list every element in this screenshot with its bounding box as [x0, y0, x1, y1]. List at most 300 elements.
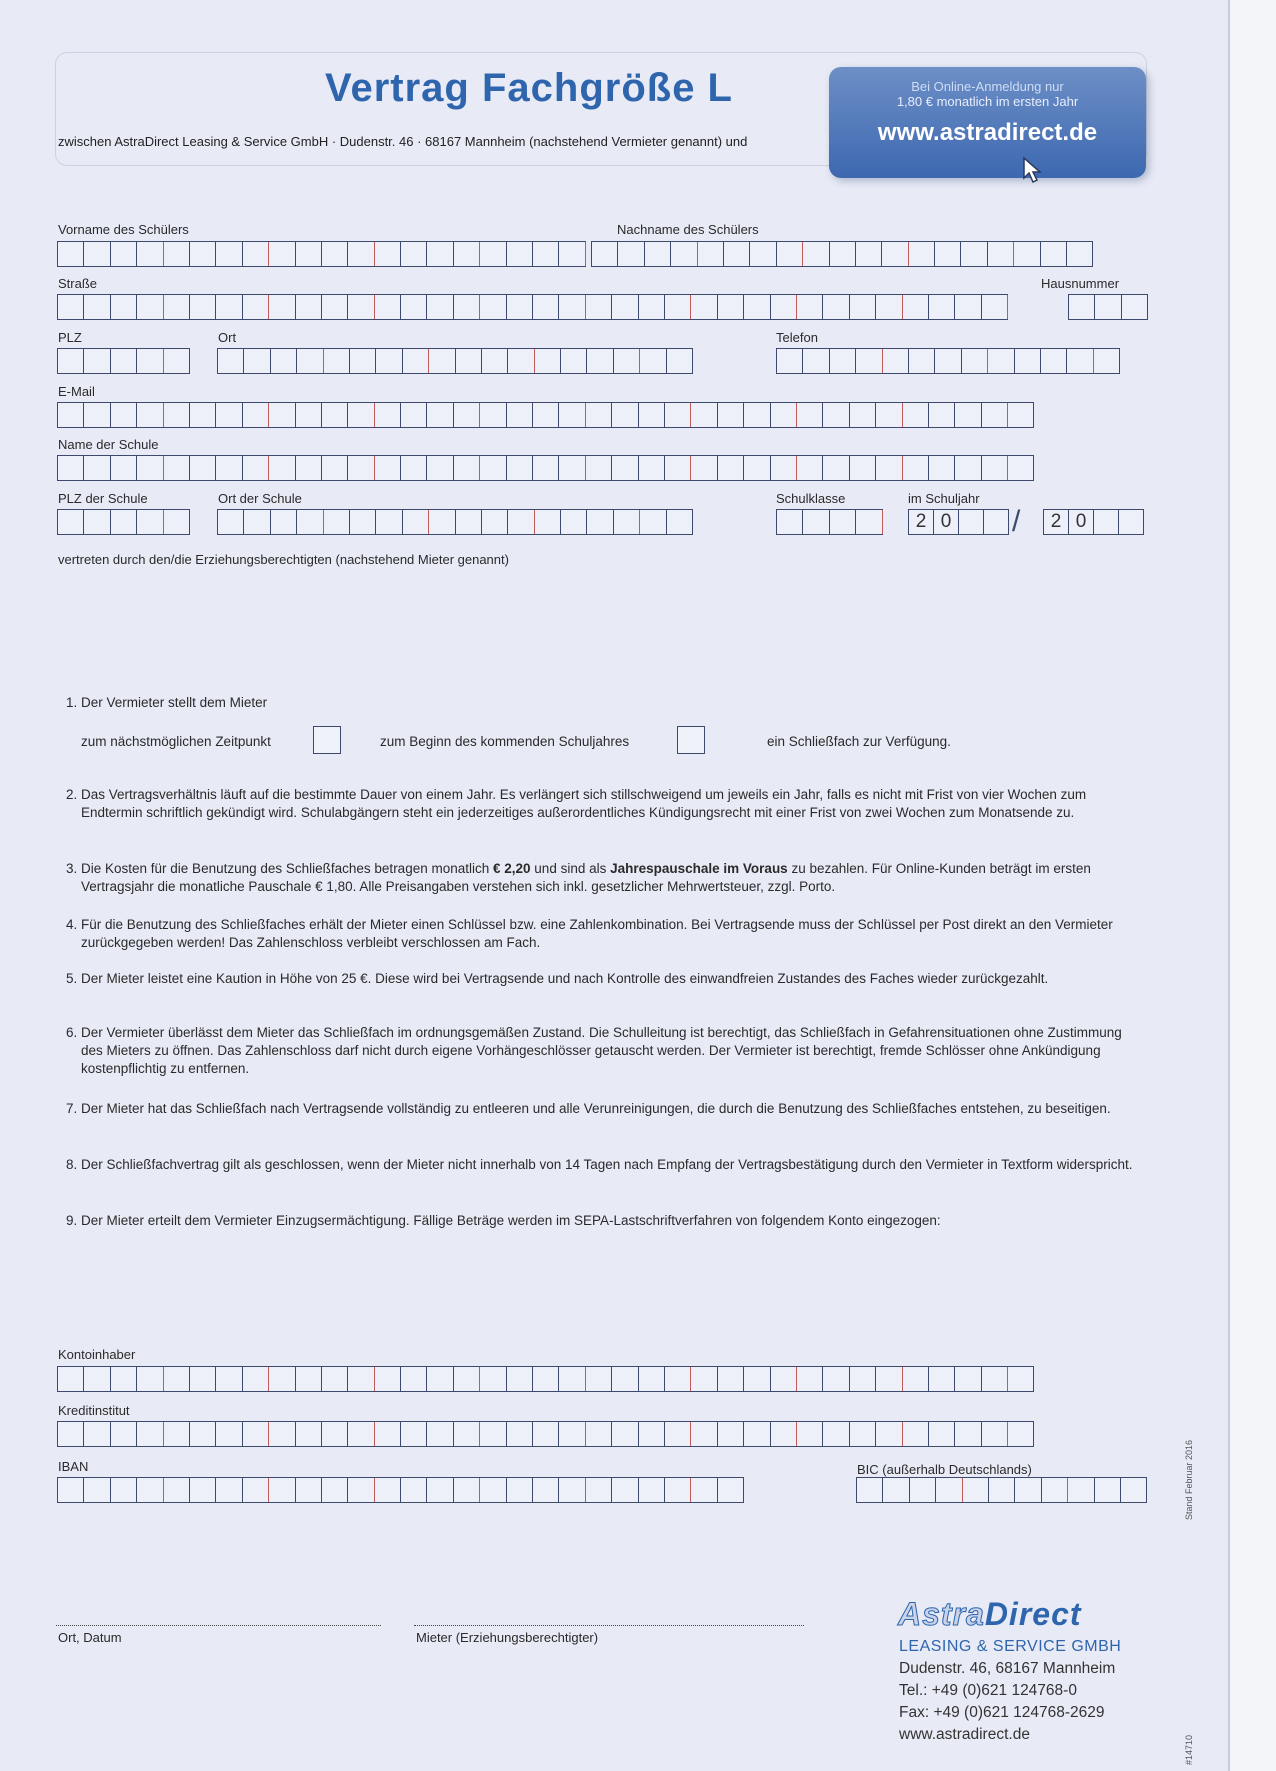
ort-schule-field[interactable] — [217, 509, 693, 535]
char-box[interactable] — [614, 349, 640, 373]
char-box[interactable] — [1041, 349, 1067, 373]
char-box[interactable] — [1068, 1478, 1094, 1502]
char-box[interactable] — [376, 510, 402, 534]
char-box[interactable] — [480, 456, 506, 480]
char-box[interactable] — [164, 1422, 190, 1446]
char-box[interactable] — [1042, 1478, 1068, 1502]
char-box[interactable] — [1069, 295, 1095, 319]
char-box[interactable] — [612, 1422, 638, 1446]
char-box[interactable] — [797, 1422, 823, 1446]
bic-field[interactable] — [856, 1477, 1147, 1503]
char-box[interactable] — [771, 403, 797, 427]
char-box[interactable] — [982, 403, 1008, 427]
char-box[interactable] — [614, 510, 640, 534]
char-box[interactable] — [429, 510, 455, 534]
char-box[interactable] — [561, 510, 587, 534]
char-box[interactable] — [955, 295, 981, 319]
char-box[interactable] — [639, 1367, 665, 1391]
char-box[interactable] — [137, 349, 163, 373]
char-box[interactable] — [507, 1478, 533, 1502]
char-box[interactable] — [244, 349, 270, 373]
char-box[interactable] — [876, 1367, 902, 1391]
char-box[interactable] — [243, 456, 269, 480]
char-box[interactable] — [190, 1422, 216, 1446]
char-box[interactable] — [480, 1422, 506, 1446]
char-box[interactable] — [929, 403, 955, 427]
char-box[interactable] — [269, 1422, 295, 1446]
char-box[interactable] — [480, 1367, 506, 1391]
char-box[interactable] — [137, 510, 163, 534]
char-box[interactable] — [586, 456, 612, 480]
char-box[interactable] — [671, 242, 697, 266]
char-box[interactable] — [883, 349, 909, 373]
char-box[interactable] — [269, 403, 295, 427]
char-box[interactable] — [586, 403, 612, 427]
schuljahr-field-2[interactable] — [1043, 509, 1144, 535]
char-box[interactable] — [1121, 1478, 1147, 1502]
char-box[interactable] — [929, 1367, 955, 1391]
char-box[interactable] — [111, 1422, 137, 1446]
char-box[interactable] — [454, 1422, 480, 1446]
char-box[interactable] — [586, 1422, 612, 1446]
char-box[interactable] — [216, 1478, 242, 1502]
char-box[interactable] — [401, 456, 427, 480]
char-box[interactable] — [559, 1478, 585, 1502]
char-box[interactable] — [665, 403, 691, 427]
char-box[interactable] — [84, 403, 110, 427]
char-box[interactable] — [243, 295, 269, 319]
char-box[interactable] — [935, 242, 961, 266]
char-box[interactable] — [665, 295, 691, 319]
char-box[interactable] — [190, 403, 216, 427]
char-box[interactable] — [533, 456, 559, 480]
char-box[interactable] — [218, 349, 244, 373]
char-box[interactable] — [454, 295, 480, 319]
char-box[interactable] — [58, 1422, 84, 1446]
char-box[interactable] — [111, 295, 137, 319]
char-box[interactable] — [376, 349, 402, 373]
char-box[interactable] — [164, 1478, 190, 1502]
char-box[interactable] — [322, 456, 348, 480]
kreditinstitut-field[interactable] — [57, 1421, 1034, 1447]
char-box[interactable] — [744, 1367, 770, 1391]
char-box[interactable] — [348, 1422, 374, 1446]
char-box[interactable] — [427, 456, 453, 480]
char-box[interactable] — [823, 403, 849, 427]
char-box[interactable] — [84, 1422, 110, 1446]
char-box[interactable] — [216, 403, 242, 427]
char-box[interactable] — [244, 510, 270, 534]
schuljahr-field-1[interactable] — [908, 509, 1009, 535]
char-box[interactable] — [1008, 456, 1034, 480]
char-box[interactable] — [561, 349, 587, 373]
char-box[interactable] — [403, 349, 429, 373]
char-box[interactable] — [982, 456, 1008, 480]
char-box[interactable] — [375, 242, 401, 266]
char-box[interactable] — [111, 1367, 137, 1391]
char-box[interactable] — [111, 456, 137, 480]
char-box[interactable] — [507, 1367, 533, 1391]
char-box[interactable] — [454, 1478, 480, 1502]
char-box[interactable] — [691, 1422, 717, 1446]
char-box[interactable] — [797, 295, 823, 319]
char-box[interactable] — [929, 1422, 955, 1446]
char-box[interactable] — [190, 1367, 216, 1391]
char-box[interactable] — [111, 242, 137, 266]
char-box[interactable] — [58, 1367, 84, 1391]
char-box[interactable] — [216, 456, 242, 480]
char-box[interactable] — [882, 242, 908, 266]
char-box[interactable] — [427, 403, 453, 427]
char-box[interactable] — [850, 403, 876, 427]
char-box[interactable] — [427, 295, 453, 319]
char-box[interactable] — [375, 1478, 401, 1502]
char-box[interactable] — [296, 1422, 322, 1446]
char-box[interactable] — [322, 1367, 348, 1391]
char-box[interactable] — [348, 1367, 374, 1391]
char-box[interactable] — [559, 242, 585, 266]
char-box[interactable] — [137, 1422, 163, 1446]
char-box[interactable] — [955, 1422, 981, 1446]
char-box[interactable] — [137, 1367, 163, 1391]
char-box[interactable] — [691, 295, 717, 319]
char-box[interactable] — [823, 1367, 849, 1391]
ort-field[interactable] — [217, 348, 693, 374]
char-box[interactable] — [640, 510, 666, 534]
char-box[interactable] — [982, 1367, 1008, 1391]
char-box[interactable] — [909, 242, 935, 266]
char-box[interactable] — [724, 242, 750, 266]
char-box[interactable] — [771, 1367, 797, 1391]
char-box[interactable] — [903, 1367, 929, 1391]
char-box[interactable] — [190, 295, 216, 319]
char-box[interactable] — [535, 349, 561, 373]
char-box[interactable] — [456, 349, 482, 373]
char-box[interactable] — [936, 1478, 962, 1502]
char-box[interactable] — [348, 403, 374, 427]
option-naechstmoeglich-checkbox[interactable] — [313, 726, 341, 754]
char-box[interactable] — [216, 1422, 242, 1446]
char-box[interactable] — [665, 1422, 691, 1446]
option-schuljahr-checkbox[interactable] — [677, 726, 705, 754]
char-box[interactable] — [164, 242, 190, 266]
char-box[interactable] — [84, 295, 110, 319]
char-box[interactable] — [691, 403, 717, 427]
char-box[interactable] — [823, 1422, 849, 1446]
char-box[interactable] — [401, 242, 427, 266]
schule-field[interactable] — [57, 455, 1034, 481]
char-box[interactable] — [903, 403, 929, 427]
char-box[interactable] — [296, 403, 322, 427]
char-box[interactable] — [164, 403, 190, 427]
char-box[interactable] — [533, 295, 559, 319]
kontoinhaber-field[interactable] — [57, 1366, 1034, 1392]
char-box[interactable] — [190, 242, 216, 266]
char-box[interactable] — [84, 242, 110, 266]
char-box[interactable] — [401, 403, 427, 427]
char-box[interactable] — [190, 456, 216, 480]
char-box[interactable] — [559, 403, 585, 427]
char-box[interactable] — [269, 1478, 295, 1502]
char-box[interactable] — [718, 1478, 744, 1502]
char-box[interactable] — [744, 403, 770, 427]
char-box[interactable] — [243, 1422, 269, 1446]
char-box[interactable] — [296, 295, 322, 319]
plz-field[interactable] — [57, 348, 190, 374]
char-box[interactable] — [830, 242, 856, 266]
char-box[interactable] — [955, 1367, 981, 1391]
char-box[interactable] — [910, 1478, 936, 1502]
char-box[interactable] — [1094, 349, 1120, 373]
char-box[interactable] — [296, 242, 322, 266]
char-box[interactable] — [533, 1422, 559, 1446]
char-box[interactable] — [618, 242, 644, 266]
char-box[interactable] — [771, 1422, 797, 1446]
char-box[interactable] — [533, 403, 559, 427]
char-box[interactable] — [883, 1478, 909, 1502]
plz-schule-field[interactable] — [57, 509, 190, 535]
char-box[interactable] — [454, 1367, 480, 1391]
char-box[interactable] — [586, 1367, 612, 1391]
char-box[interactable] — [535, 510, 561, 534]
char-box[interactable] — [216, 242, 242, 266]
char-box[interactable] — [111, 349, 137, 373]
schuljahr-digit[interactable] — [1119, 510, 1144, 534]
char-box[interactable] — [271, 510, 297, 534]
char-box[interactable] — [84, 349, 110, 373]
char-box[interactable] — [482, 510, 508, 534]
char-box[interactable] — [269, 242, 295, 266]
char-box[interactable] — [1015, 349, 1041, 373]
char-box[interactable] — [137, 1478, 163, 1502]
char-box[interactable] — [401, 1367, 427, 1391]
char-box[interactable] — [1014, 242, 1040, 266]
char-box[interactable] — [137, 403, 163, 427]
char-box[interactable] — [480, 295, 506, 319]
char-box[interactable] — [58, 242, 84, 266]
char-box[interactable] — [639, 1478, 665, 1502]
char-box[interactable] — [348, 295, 374, 319]
char-box[interactable] — [111, 1478, 137, 1502]
char-box[interactable] — [111, 510, 137, 534]
char-box[interactable] — [454, 242, 480, 266]
promo-url-link[interactable]: www.astradirect.de — [877, 119, 1098, 146]
char-box[interactable] — [1122, 295, 1148, 319]
char-box[interactable] — [348, 1478, 374, 1502]
schuljahr-digit[interactable] — [959, 510, 984, 534]
vorname-field[interactable] — [57, 241, 586, 267]
char-box[interactable] — [744, 456, 770, 480]
char-box[interactable] — [1041, 242, 1067, 266]
char-box[interactable] — [665, 1478, 691, 1502]
char-box[interactable] — [988, 349, 1014, 373]
char-box[interactable] — [1095, 1478, 1121, 1502]
char-box[interactable] — [1067, 242, 1093, 266]
char-box[interactable] — [612, 295, 638, 319]
char-box[interactable] — [592, 242, 618, 266]
char-box[interactable] — [718, 1422, 744, 1446]
char-box[interactable] — [271, 349, 297, 373]
char-box[interactable] — [691, 456, 717, 480]
ort-datum-line[interactable] — [56, 1625, 381, 1626]
char-box[interactable] — [507, 295, 533, 319]
schuljahr-digit[interactable] — [1094, 510, 1119, 534]
char-box[interactable] — [1008, 1422, 1034, 1446]
char-box[interactable] — [612, 456, 638, 480]
char-box[interactable] — [982, 295, 1008, 319]
char-box[interactable] — [850, 295, 876, 319]
char-box[interactable] — [480, 403, 506, 427]
char-box[interactable] — [508, 510, 534, 534]
char-box[interactable] — [508, 349, 534, 373]
char-box[interactable] — [84, 1367, 110, 1391]
char-box[interactable] — [612, 1367, 638, 1391]
char-box[interactable] — [639, 403, 665, 427]
char-box[interactable] — [296, 1367, 322, 1391]
char-box[interactable] — [982, 1422, 1008, 1446]
char-box[interactable] — [823, 456, 849, 480]
char-box[interactable] — [797, 1367, 823, 1391]
char-box[interactable] — [429, 349, 455, 373]
char-box[interactable] — [58, 349, 84, 373]
char-box[interactable] — [322, 403, 348, 427]
char-box[interactable] — [718, 403, 744, 427]
char-box[interactable] — [1015, 1478, 1041, 1502]
char-box[interactable] — [403, 510, 429, 534]
char-box[interactable] — [350, 349, 376, 373]
char-box[interactable] — [164, 349, 190, 373]
char-box[interactable] — [988, 242, 1014, 266]
char-box[interactable] — [84, 456, 110, 480]
char-box[interactable] — [876, 456, 902, 480]
char-box[interactable] — [533, 242, 559, 266]
char-box[interactable] — [955, 456, 981, 480]
char-box[interactable] — [322, 1478, 348, 1502]
char-box[interactable] — [771, 295, 797, 319]
char-box[interactable] — [533, 1478, 559, 1502]
char-box[interactable] — [639, 456, 665, 480]
hausnummer-field[interactable] — [1068, 294, 1148, 320]
char-box[interactable] — [665, 456, 691, 480]
schulklasse-field[interactable] — [776, 509, 883, 535]
char-box[interactable] — [587, 349, 613, 373]
nachname-field[interactable] — [591, 241, 1093, 267]
schuljahr-digit[interactable] — [984, 510, 1009, 534]
char-box[interactable] — [507, 1422, 533, 1446]
char-box[interactable] — [164, 510, 190, 534]
char-box[interactable] — [297, 349, 323, 373]
char-box[interactable] — [691, 1478, 717, 1502]
char-box[interactable] — [777, 349, 803, 373]
char-box[interactable] — [401, 1478, 427, 1502]
char-box[interactable] — [903, 456, 929, 480]
char-box[interactable] — [296, 456, 322, 480]
char-box[interactable] — [698, 242, 724, 266]
char-box[interactable] — [427, 1367, 453, 1391]
char-box[interactable] — [856, 510, 882, 534]
char-box[interactable] — [427, 1478, 453, 1502]
char-box[interactable] — [58, 403, 84, 427]
char-box[interactable] — [324, 510, 350, 534]
char-box[interactable] — [850, 1422, 876, 1446]
char-box[interactable] — [297, 510, 323, 534]
char-box[interactable] — [58, 1478, 84, 1502]
char-box[interactable] — [243, 1367, 269, 1391]
char-box[interactable] — [667, 349, 693, 373]
char-box[interactable] — [507, 242, 533, 266]
char-box[interactable] — [989, 1478, 1015, 1502]
char-box[interactable] — [850, 1367, 876, 1391]
char-box[interactable] — [322, 242, 348, 266]
char-box[interactable] — [612, 403, 638, 427]
char-box[interactable] — [507, 403, 533, 427]
char-box[interactable] — [903, 1422, 929, 1446]
char-box[interactable] — [856, 349, 882, 373]
promo-banner[interactable] — [829, 67, 1146, 178]
char-box[interactable] — [750, 242, 776, 266]
char-box[interactable] — [803, 510, 829, 534]
char-box[interactable] — [482, 349, 508, 373]
email-field[interactable] — [57, 402, 1034, 428]
char-box[interactable] — [348, 456, 374, 480]
char-box[interactable] — [84, 510, 110, 534]
char-box[interactable] — [823, 295, 849, 319]
char-box[interactable] — [559, 1367, 585, 1391]
char-box[interactable] — [744, 295, 770, 319]
char-box[interactable] — [375, 1422, 401, 1446]
char-box[interactable] — [961, 242, 987, 266]
char-box[interactable] — [559, 295, 585, 319]
char-box[interactable] — [640, 349, 666, 373]
char-box[interactable] — [1067, 349, 1093, 373]
char-box[interactable] — [375, 456, 401, 480]
char-box[interactable] — [935, 349, 961, 373]
char-box[interactable] — [243, 242, 269, 266]
char-box[interactable] — [559, 1422, 585, 1446]
char-box[interactable] — [375, 403, 401, 427]
char-box[interactable] — [243, 1478, 269, 1502]
char-box[interactable] — [164, 1367, 190, 1391]
char-box[interactable] — [718, 456, 744, 480]
char-box[interactable] — [876, 1422, 902, 1446]
char-box[interactable] — [164, 456, 190, 480]
iban-field[interactable] — [57, 1477, 744, 1503]
char-box[interactable] — [876, 295, 902, 319]
char-box[interactable] — [427, 1422, 453, 1446]
char-box[interactable] — [322, 1422, 348, 1446]
char-box[interactable] — [427, 242, 453, 266]
char-box[interactable] — [401, 295, 427, 319]
char-box[interactable] — [84, 1478, 110, 1502]
strasse-field[interactable] — [57, 294, 1008, 320]
char-box[interactable] — [454, 403, 480, 427]
char-box[interactable] — [137, 295, 163, 319]
char-box[interactable] — [830, 510, 856, 534]
char-box[interactable] — [612, 1478, 638, 1502]
char-box[interactable] — [929, 295, 955, 319]
mieter-signature-line[interactable] — [414, 1625, 804, 1626]
char-box[interactable] — [218, 510, 244, 534]
char-box[interactable] — [269, 1367, 295, 1391]
char-box[interactable] — [744, 1422, 770, 1446]
char-box[interactable] — [803, 349, 829, 373]
char-box[interactable] — [137, 456, 163, 480]
char-box[interactable] — [665, 1367, 691, 1391]
char-box[interactable] — [777, 242, 803, 266]
char-box[interactable] — [587, 510, 613, 534]
char-box[interactable] — [243, 403, 269, 427]
char-box[interactable] — [876, 403, 902, 427]
